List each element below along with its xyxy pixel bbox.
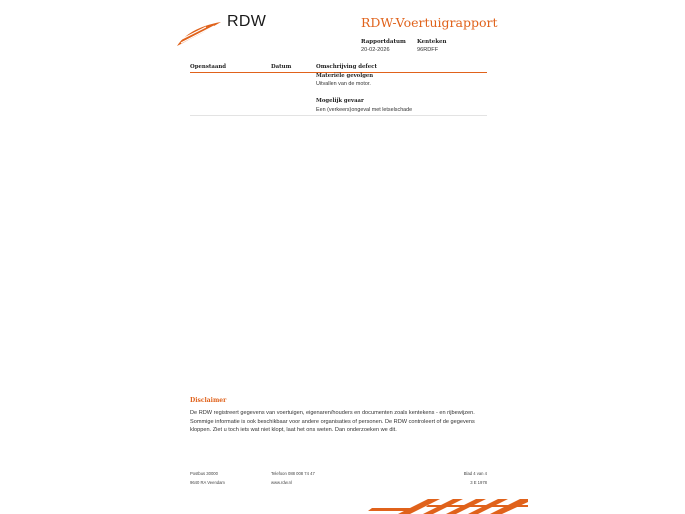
disclaimer-title: Disclaimer	[190, 397, 227, 404]
column-header-date: Datum	[271, 64, 292, 70]
footer-page-number: Blad 4 van 4	[463, 471, 487, 476]
footer-code: 3 E 1978	[470, 480, 487, 485]
section-heading-danger: Mogelijk gevaar	[316, 98, 364, 104]
rdw-logo-icon	[176, 21, 222, 47]
plate-label: Kenteken	[417, 39, 447, 45]
section-heading-consequences: Materiële gevolgen	[316, 73, 374, 79]
disclaimer-line: Sommige informatie is ook beschikbaar voor andere organisaties of personen. De RDW controleert of de gegevens	[190, 418, 475, 425]
disclaimer-line: kloppen. Ziet u toch iets wat niet klopt, laat het ons weten. Dan onderzoeken we dit.	[190, 427, 397, 434]
column-header-open: Openstaand	[190, 64, 227, 70]
report-date-value: 20-02-2026	[361, 47, 390, 53]
decorative-stripes-icon	[368, 498, 528, 514]
logo-text: RDW	[227, 13, 267, 30]
footer-address: 9640 RA Veendam	[190, 480, 225, 485]
column-header-description: Omschrijving defect	[316, 64, 377, 70]
plate-value: 96RDFF	[417, 47, 439, 53]
section-text-danger: Een (verkeers)ongeval met letselschade	[316, 107, 413, 113]
report-title: RDW-Voertuigrapport	[361, 15, 498, 30]
footer-phone: Telefoon 088 008 74 47	[271, 471, 315, 476]
section-text-consequences: Uitvallen van de motor.	[316, 81, 371, 87]
footer-website[interactable]: www.rdw.nl	[271, 480, 292, 485]
footer-postbox: Postbus 30000	[190, 471, 218, 476]
disclaimer-line: De RDW registreert gegevens van voertuigen, eigenaren/houders en documenten zoals kentekens - en rijbewijzen.	[190, 410, 475, 416]
report-date-label: Rapportdatum	[361, 39, 406, 45]
disclaimer-text	[190, 409, 490, 435]
table-row-divider	[190, 115, 487, 116]
